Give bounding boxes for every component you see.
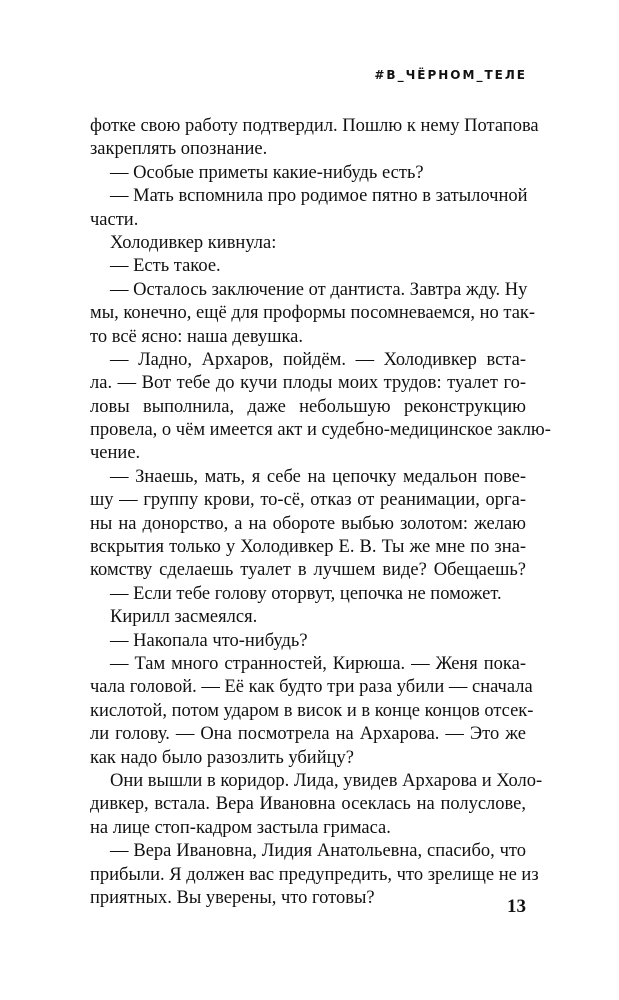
- page-number: 13: [507, 896, 526, 917]
- text-line: приятных. Вы уверены, что готовы?: [90, 887, 375, 908]
- text-line: — Вера Ивановна, Лидия Анатольевна, спасибо, что: [110, 841, 526, 862]
- text-line: кислотой, потом ударом в висок и в конце концов отсек-: [90, 700, 534, 721]
- text-line: — Ладно, Архаров, пойдём. — Холодивкер вста-: [110, 349, 526, 370]
- text-line: — Если тебе голову оторвут, цепочка не поможет.: [110, 583, 502, 604]
- text-line: Они вышли в коридор. Лида, увидев Архарова и Холо-: [110, 770, 543, 791]
- text-line: фотке свою работу подтвердил. Пошлю к нему Потапова: [90, 116, 539, 136]
- text-line: части.: [90, 209, 139, 230]
- text-line: дивкер, встала. Вера Ивановна осеклась на полуслове,: [90, 794, 526, 815]
- text-line: чение.: [90, 443, 141, 464]
- text-line: мы, конечно, ещё для проформы посомневаемся, но так-: [90, 303, 536, 324]
- text-line: — Накопала что-нибудь?: [110, 630, 308, 651]
- text-line: Холодивкер кивнула:: [110, 232, 277, 253]
- text-line: — Особые приметы какие-нибудь есть?: [110, 162, 424, 183]
- text-line: — Есть такое.: [110, 256, 221, 277]
- text-line: — Осталось заключение от дантиста. Завтра жду. Ну: [110, 279, 528, 300]
- text-line: провела, о чём имеется акт и судебно-медицинское заклю-: [90, 420, 551, 441]
- text-line: то всё ясно: наша девушка.: [90, 326, 303, 347]
- text-line: ловы выполнила, даже небольшую реконструкцию: [90, 396, 526, 417]
- text-line: вскрытия только у Холодивкер Е. В. Ты же мне по зна-: [90, 537, 526, 558]
- text-line: ла. — Вот тебе до кучи плоды моих трудов: туалет го-: [90, 373, 526, 394]
- text-line: чала головой. — Её как будто три раза убили — сначала: [90, 677, 533, 698]
- text-line: прибыли. Я должен вас предупредить, что зрелище не из: [90, 864, 539, 885]
- text-line: шу — группу крови, то-сё, отказ от реанимации, орга-: [90, 490, 526, 511]
- text-line: как надо было разозлить убийцу?: [90, 747, 354, 768]
- text-line: — Там много странностей, Кирюша. — Женя пока-: [110, 653, 526, 674]
- text-line: — Знаешь, мать, я себе на цепочку медальон пове-: [110, 466, 526, 487]
- text-line: ны на донорство, а на обороте выбью золотом: желаю: [90, 513, 526, 534]
- text-line: комству сделаешь туалет в лучшем виде? Обещаешь?: [90, 560, 526, 581]
- text-line: — Мать вспомнила про родимое пятно в затылочной: [110, 186, 528, 207]
- body-text: [90, 115, 551, 910]
- running-header: #В_ЧЁРНОМ_ТЕЛЕ: [374, 68, 527, 82]
- text-line: на лице стоп-кадром застыла гримаса.: [90, 817, 391, 838]
- text-line: закреплять опознание.: [90, 139, 268, 160]
- text-line: ли голову. — Она посмотрела на Архарова. — Это же: [90, 724, 526, 745]
- text-line: Кирилл засмеялся.: [110, 607, 258, 628]
